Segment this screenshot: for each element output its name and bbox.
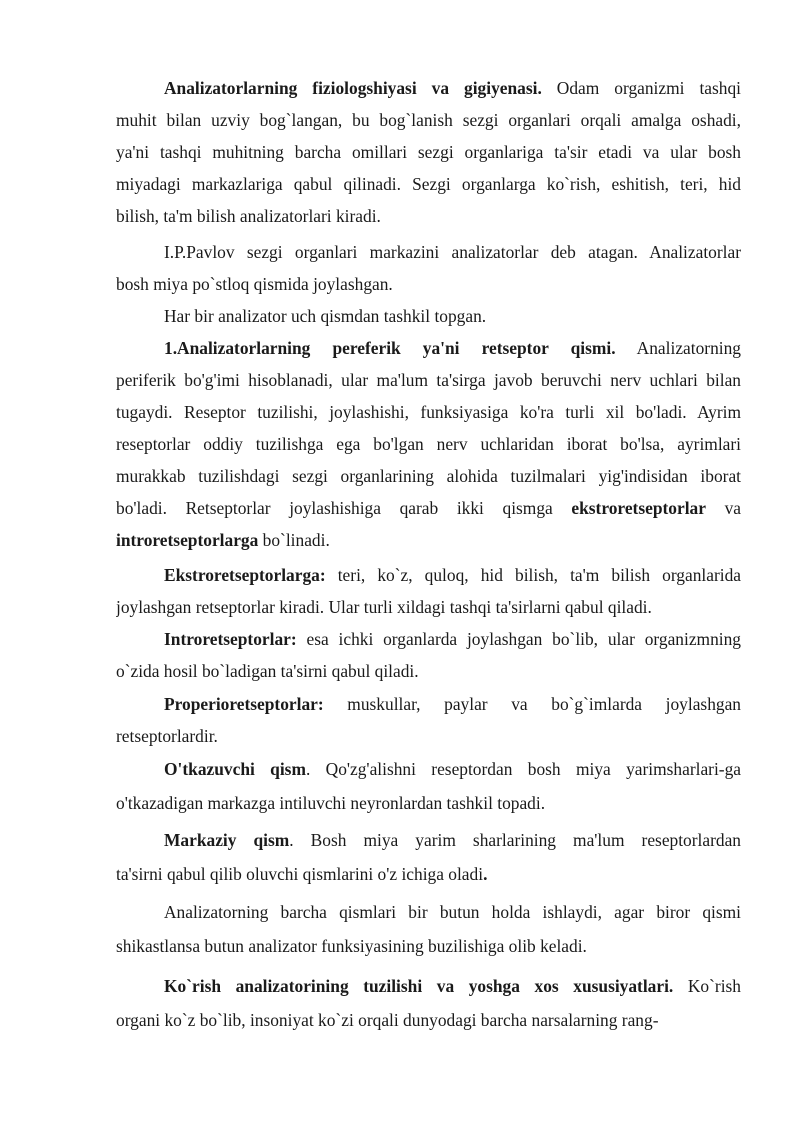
- text-run: muhit bilan uzviy bog`langan, bu bog`lanish sezgi organlari orqali amalga oshadi,: [116, 110, 741, 130]
- bold-text: Ko`rish analizatorining tuzilishi va yoshga xos xususiyatlari.: [164, 976, 674, 996]
- text-run: Odam organizmi tashqi: [541, 78, 741, 98]
- text-run: muskullar, paylar va bo`g`imlarda joylashgan: [323, 694, 741, 714]
- text-line: [116, 591, 741, 623]
- text-line: [116, 428, 741, 460]
- text-run: bilish, ta'm bilish analizatorlari kiradi.: [116, 206, 381, 226]
- bold-text: Introretseptorlar:: [164, 629, 297, 649]
- text-line: [116, 524, 741, 556]
- text-line: [116, 492, 741, 524]
- text-run: Analizatorning barcha qismlari bir butun holda ishlaydi, agar biror qismi: [164, 902, 741, 922]
- text-run: retseptorlardir.: [116, 726, 218, 746]
- text-run: bo'ladi. Retseptorlar joylashishiga qarab ikki qismga: [116, 498, 572, 518]
- paragraph-proprioreceptors: [116, 688, 741, 752]
- text-line: [116, 1003, 741, 1037]
- text-line: [116, 200, 741, 232]
- text-run: Ko`rish: [673, 976, 741, 996]
- paragraph-peripheral-part: [116, 332, 741, 556]
- text-line: [116, 460, 741, 492]
- text-line: [116, 969, 741, 1003]
- text-run: joylashgan retseptorlar kiradi. Ular turli xildagi tashqi ta'sirlarni qabul qiladi.: [116, 597, 652, 617]
- text-run: . Bosh miya yarim sharlarining ma'lum reseptorlardan: [289, 830, 741, 850]
- bold-text: introretseptorlarga: [116, 530, 259, 550]
- text-run: esa ichki organlarda joylashgan bo`lib, ular organizmning: [296, 629, 741, 649]
- text-line: [116, 752, 741, 786]
- text-run: va: [705, 498, 741, 518]
- text-line: [116, 364, 741, 396]
- text-line: [116, 168, 741, 200]
- text-line: [116, 623, 741, 655]
- paragraph-interoreceptors: [116, 623, 741, 687]
- paragraph-three-parts: [116, 300, 741, 332]
- text-run: o'tkazadigan markazga intiluvchi neyronlardan tashkil topadi.: [116, 793, 546, 813]
- paragraph-pavlov: [116, 236, 741, 300]
- text-run: murakkab tuzilishdagi sezgi organlarining alohida tuzilmalari yig'indisidan iborat: [116, 466, 741, 486]
- bold-text: 1.Analizatorlarning pereferik ya'ni retseptor qismi.: [164, 338, 616, 358]
- text-line: [116, 655, 741, 687]
- text-run: miyadagi markazlariga qabul qilinadi. Sezgi organlarga ko`rish, eshitish, teri, hid: [116, 174, 741, 194]
- text-line: [116, 895, 741, 929]
- paragraph-visual-analyzer: [116, 969, 741, 1037]
- text-line: [116, 236, 741, 268]
- bold-text: Ekstroretseptorlarga:: [164, 565, 326, 585]
- text-run: shikastlansa butun analizator funksiyasining buzilishiga olib keladi.: [116, 936, 587, 956]
- text-line: [116, 396, 741, 428]
- text-run: organi ko`z bo`lib, insoniyat ko`zi orqali dunyodagi barcha narsalarning rang-: [116, 1010, 659, 1030]
- text-run: bo`linadi.: [258, 530, 330, 550]
- text-run: I.P.Pavlov sezgi organlari markazini analizatorlar deb atagan. Analizatorlar: [164, 242, 741, 262]
- bold-text: ekstroretseptorlar: [571, 498, 706, 518]
- text-run: teri, ko`z, quloq, hid bilish, ta'm bilish organlarida: [325, 565, 741, 585]
- text-run: Har bir analizator uch qismdan tashkil topgan.: [164, 306, 487, 326]
- bold-text: .: [483, 864, 488, 884]
- text-run: bosh miya po`stloq qismida joylashgan.: [116, 274, 393, 294]
- text-run: ya'ni tashqi muhitning barcha omillari sezgi organlariga ta'sir etadi va ular bosh: [116, 142, 741, 162]
- text-line: [116, 857, 741, 891]
- text-run: reseptorlar oddiy tuzilishga ega bo'lgan nerv uchlaridan iborat bo'lsa, ayrimlari: [116, 434, 741, 454]
- paragraph-central-part: [116, 823, 741, 891]
- text-line: [116, 72, 741, 104]
- text-line: [116, 332, 741, 364]
- bold-text: Analizatorlarning fiziologshiyasi va gigiyenasi.: [164, 78, 542, 98]
- text-line: [116, 786, 741, 820]
- text-run: . Qo'zg'alishni reseptordan bosh miya yarimsharlari-ga: [305, 759, 741, 779]
- text-line: [116, 104, 741, 136]
- text-line: [116, 136, 741, 168]
- text-line: [116, 300, 741, 332]
- text-line: [116, 823, 741, 857]
- text-line: [116, 268, 741, 300]
- text-run: o`zida hosil bo`ladigan ta'sirni qabul qiladi.: [116, 661, 419, 681]
- text-run: Analizatorning: [615, 338, 741, 358]
- bold-text: Properioretseptorlar:: [164, 694, 324, 714]
- text-line: [116, 688, 741, 720]
- bold-text: O'tkazuvchi qism: [164, 759, 306, 779]
- paragraph-analyzers-physiology: [116, 72, 741, 232]
- text-run: ta'sirni qabul qilib oluvchi qismlarini o'z ichiga oladi: [116, 864, 484, 884]
- bold-text: Markaziy qism: [164, 830, 290, 850]
- paragraph-exteroreceptors: [116, 559, 741, 623]
- text-line: [116, 720, 741, 752]
- text-run: periferik bo'g'imi hisoblanadi, ular ma'lum ta'sirga javob beruvchi nerv uchlari bilan: [116, 370, 741, 390]
- text-line: [116, 559, 741, 591]
- text-line: [116, 929, 741, 963]
- paragraph-whole-analyzer: [116, 895, 741, 963]
- paragraph-conducting-part: [116, 752, 741, 820]
- text-run: tugaydi. Reseptor tuzilishi, joylashishi, funksiyasiga ko'ra turli xil bo'ladi. Ayrim: [116, 402, 741, 422]
